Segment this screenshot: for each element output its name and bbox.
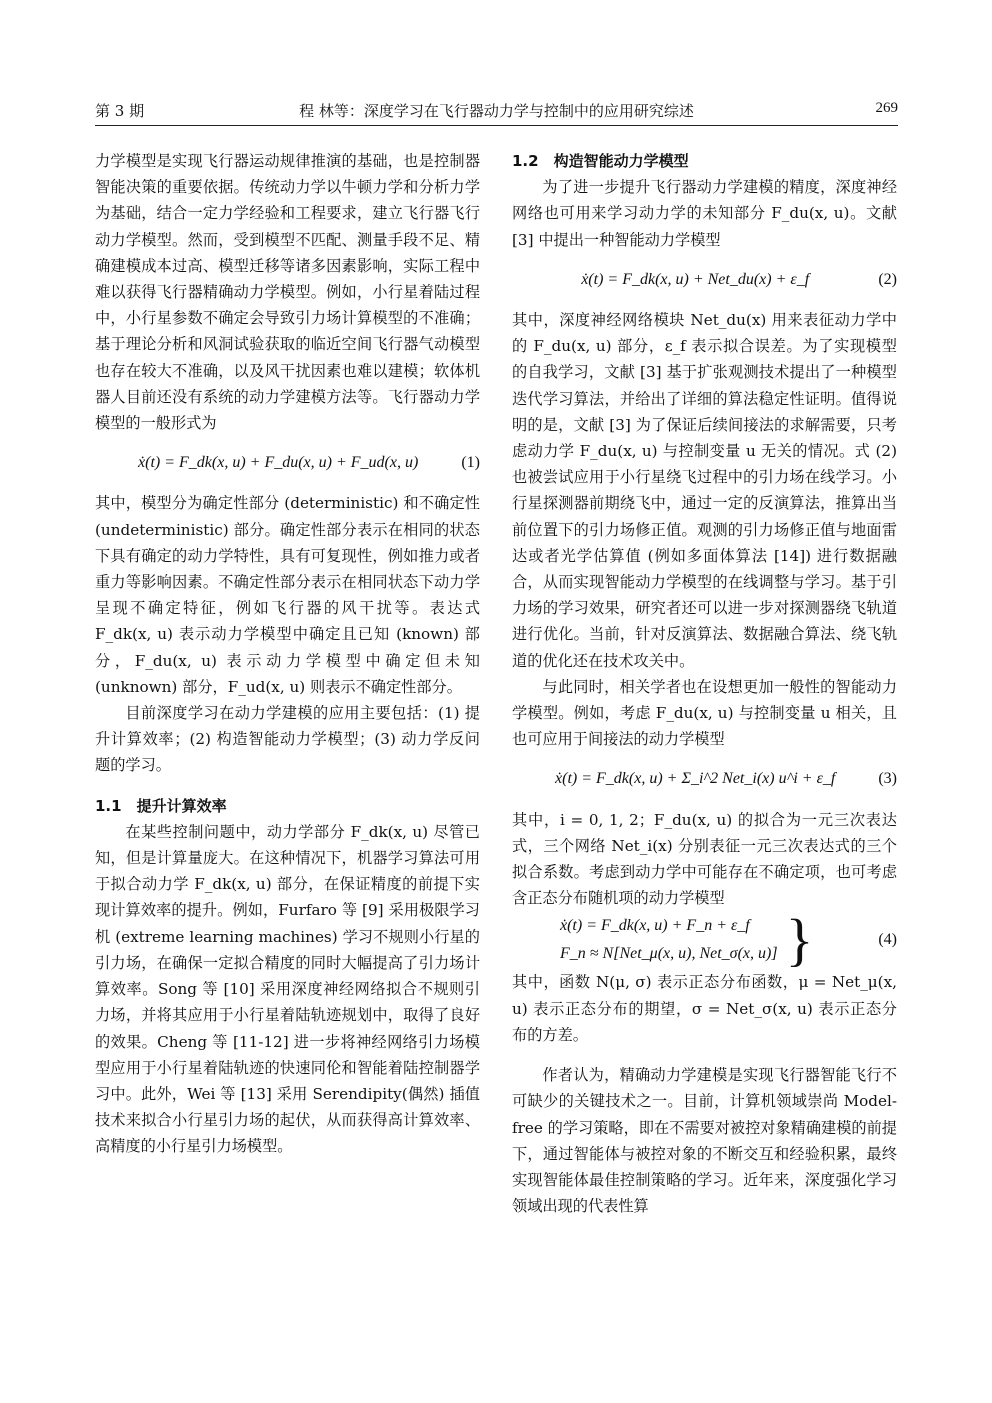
equation-expression: ẋ(t) = F_dk(x, u) + Net_du(x) + ε_f bbox=[581, 270, 810, 288]
page-number: 269 bbox=[875, 100, 898, 116]
equation-expression: ẋ(t) = F_dk(x, u) + Σ_i^2 Net_i(x) u^i + ε_f bbox=[555, 770, 836, 788]
equation-line: ẋ(t) = F_dk(x, u) + F_n + ε_f bbox=[560, 917, 750, 935]
equation-number: (1) bbox=[461, 454, 480, 472]
equation-number: (2) bbox=[878, 270, 897, 288]
paragraph: 其中，i = 0, 1, 2；F_du(x, u) 的拟合为一元三次表达式，三个网络 Net_i(x) 分别表征一元三次表达式的三个拟合系数。考虑到动力学中可能存在不确定项，也可考虑含正态分布随机项的动力学模型 bbox=[512, 810, 897, 908]
section-heading-1-2: 1.2 构造智能动力学模型 bbox=[512, 152, 689, 170]
paragraph: 与此同时，相关学者也在设想更加一般性的智能动力学模型。例如，考虑 F_du(x, u) 与控制变量 u 相关，且也可应用于间接法的动力学模型 bbox=[512, 677, 897, 749]
equation-3 bbox=[512, 766, 897, 792]
issue-number: 第 3 期 bbox=[95, 102, 145, 120]
equation-number: (4) bbox=[878, 931, 897, 949]
section-heading-1-1: 1.1 提升计算效率 bbox=[95, 796, 227, 815]
paragraph: 其中，函数 N(μ, σ) 表示正态分布函数，μ = Net_μ(x, u) 表示正态分布的期望，σ = Net_σ(x, u) 表示正态分布的方差。 bbox=[512, 973, 897, 1044]
equation-4 bbox=[512, 907, 897, 973]
header-rule bbox=[95, 125, 898, 126]
paragraph: 其中，深度神经网络模块 Net_du(x) 用来表征动力学中的 F_du(x, u) 部分，ε_f 表示拟合误差。为了实现模型的自我学习，文献 [3] 基于扩张观测技术提出了一种模型迭代学习算法，并给出了详细的算法稳定性证明。值得说明的是，文献 [3] 为了保证后续间接法的求解需要，只考虑动力学 F_du(x, u) 与控制变量 u 无关的情况。式 (2) 也被尝试应用于小行星绕飞过程中的引力场在线学习。小行星探测器前期绕飞中，通过一定的反演算法，推算出当前位置下的引力场修正值。观测的引力场修正值与地面雷达或者光学估算值 (例如多面体算法 [14]) 进行数据融合，从而实现智能动力学模型的在线调整与学习。基于引力场的学习效果，研究者还可以进一步对探测器绕飞轨道进行优化。当前，针对反演算法、数据融合算法、绕飞轨道的优化还在技术攻关中。 bbox=[512, 311, 897, 670]
paragraph: 在某些控制问题中，动力学部分 F_dk(x, u) 尽管已知，但是计算量庞大。在这种情况下，机器学习算法可用于拟合动力学 F_dk(x, u) 部分，在保证精度的前提下实现计算效率的提升。例如，Furfaro 等 [9] 采用极限学习机 (extreme learning machines) 学习不规则小行星的引力场，在确保一定拟合精度的同时大幅提高了引力场计算效率。Song 等 [10] 采用深度神经网络拟合不规则引力场，并将其应用于小行星着陆轨迹规划中，取得了良好的效果。Cheng 等 [11-12] 进一步将神经网络引力场模型应用于小行星着陆轨迹的快速同伦和智能着陆控制器学习中。此外，Wei 等 [13] 采用 Serendipity(偶然) 插值技术来拟合小行星引力场的起伏，从而获得高计算效率、高精度的小行星引力场模型。 bbox=[95, 822, 480, 1156]
left-column bbox=[95, 148, 480, 1160]
paragraph: 力学模型是实现飞行器运动规律推演的基础，也是控制器智能决策的重要依据。传统动力学以牛顿力学和分析力学为基础，结合一定力学经验和工程要求，建立飞行器飞行动力学模型。然而，受到模型不匹配、测量手段不足、精确建模成本过高、模型迁移等诸多因素影响，实际工程中难以获得飞行器精确动力学模型。例如，小行星着陆过程中，小行星参数不确定会导致引力场计算模型的不准确；基于理论分析和风洞试验获取的临近空间飞行器气动模型也存在较大不准确，以及风干扰因素也难以建模；软体机器人目前还没有系统的动力学建模方法等。飞行器动力学模型的一般形式为 bbox=[95, 152, 480, 433]
equation-1 bbox=[95, 450, 480, 476]
equation-number: (3) bbox=[878, 770, 897, 788]
paragraph: 其中，模型分为确定性部分 (deterministic) 和不确定性 (undeterministic) 部分。确定性部分表示在相同的状态下具有确定的动力学特性，具有可复现性，例如推力或者重力等影响因素。不确定性部分表示在相同状态下动力学呈现不确定特征，例如飞行器的风干扰等。表达式 F_dk(x, u) 表示动力学模型中确定且已知 (known) 部分，F_du(x, u) 表示动力学模型中确定但未知 (unknown) 部分，F_ud(x, u) 则表示不确定性部分。 bbox=[95, 494, 480, 696]
paragraph: 为了进一步提升飞行器动力学建模的精度，深度神经网络也可用来学习动力学的未知部分 F_du(x, u)。文献 [3] 中提出一种智能动力学模型 bbox=[512, 178, 897, 249]
paragraph: 目前深度学习在动力学建模的应用主要包括：(1) 提升计算效率；(2) 构造智能动力学模型；(3) 动力学反问题的学习。 bbox=[95, 704, 480, 775]
running-header bbox=[95, 100, 898, 124]
equation-2 bbox=[512, 267, 897, 293]
paragraph: 作者认为，精确动力学建模是实现飞行器智能飞行不可缺少的关键技术之一。目前，计算机领域崇尚 Model-free 的学习策略，即在不需要对被控对象精确建模的前提下，通过智能体与被控对象的不断交互和经验积累，最终实现智能体最佳控制策略的学习。近年来，深度强化学习领域出现的代表性算 bbox=[512, 1066, 897, 1216]
right-column bbox=[512, 148, 897, 1219]
running-title: 程 林等：深度学习在飞行器动力学与控制中的应用研究综述 bbox=[299, 102, 694, 120]
right-brace: } bbox=[785, 907, 814, 973]
equation-expression: ẋ(t) = F_dk(x, u) + F_du(x, u) + F_ud(x, u) bbox=[138, 454, 419, 472]
equation-line: F_n ≈ N[Net_μ(x, u), Net_σ(x, u)] bbox=[560, 945, 778, 963]
